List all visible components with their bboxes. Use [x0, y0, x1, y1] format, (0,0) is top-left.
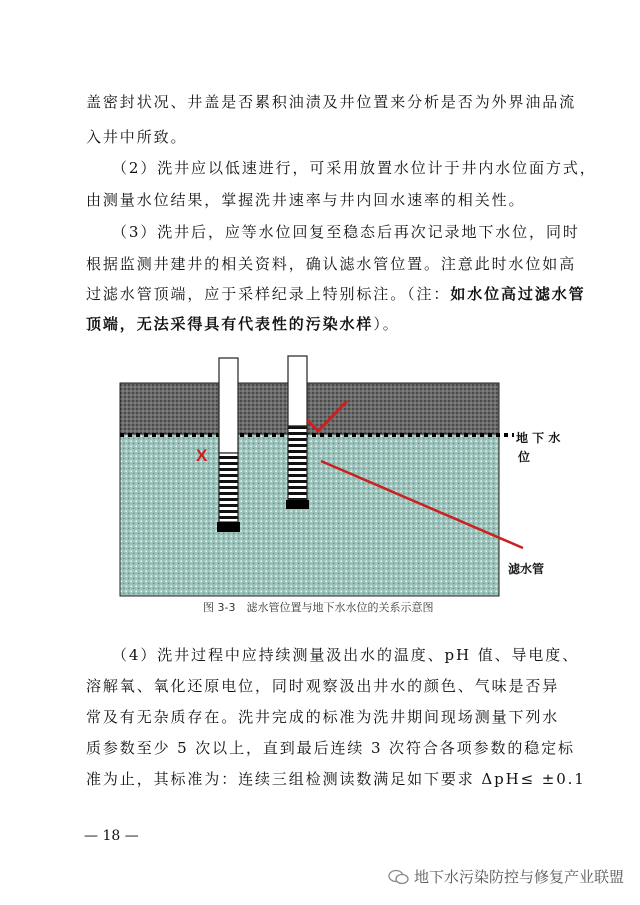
well-2-casing	[288, 356, 307, 426]
paragraph-3-line-4-bold: 顶端，无法采得具有代表性的污染水样	[86, 315, 374, 333]
wrong-mark-icon: X	[196, 446, 208, 465]
paragraph-4-line-3: 常及有无杂质存在。洗井完成的标准为洗井期间现场测量下列水	[86, 708, 560, 726]
watermark-text: 地下水污染防控与修复产业联盟	[413, 868, 624, 886]
groundwater-layer	[120, 434, 499, 596]
water-table-label-line-2: 位	[518, 450, 531, 464]
well-1-screen	[219, 453, 238, 522]
wechat-icon	[388, 869, 410, 885]
paragraph-3-line-1: （3）洗井后，应等水位回复至稳态后再次记录地下水位，同时	[112, 223, 580, 241]
paragraph-3-line-3-normal: 过滤水管顶端，应于采样纪录上特别标注。（注：	[86, 285, 451, 303]
well-1-bottom-cap	[217, 522, 240, 532]
paragraph-2-line-2: 由测量水位结果，掌握洗井速率与井内回水速率的相关性。	[86, 191, 526, 209]
paragraph-4-line-1: （4）洗井过程中应持续测量汲出水的温度、pH 值、导电度、	[112, 646, 580, 664]
watermark	[388, 866, 624, 887]
soil-layer	[120, 383, 499, 434]
paragraph-4-line-4: 质参数至少 5 次以上，直到最后连续 3 次符合各项参数的稳定标	[86, 739, 575, 757]
paragraph-1-line-1: 盖密封状况、井盖是否累积油渍及井位置来分析是否为外界油品流	[86, 93, 577, 111]
figure-caption: 图 3-3 滤水管位置与地下水水位的关系示意图	[203, 601, 434, 614]
paragraph-2-line-1: （2）洗井应以低速进行，可采用放置水位计于井内水位面方式，	[112, 159, 597, 177]
page-number: — 18 —	[84, 828, 139, 844]
paragraph-3-line-2: 根据监测井建井的相关资料，确认滤水管位置。注意此时水位如高	[86, 255, 577, 273]
screen-label: 滤水管	[508, 562, 545, 576]
well-1-casing	[219, 358, 238, 453]
paragraph-1-line-2: 入井中所致。	[86, 128, 188, 146]
paragraph-4-line-5: 准为止，其标准为：连续三组检测读数满足如下要求 ΔpH≤ ±0.1	[86, 770, 586, 788]
paragraph-4-line-2: 溶解氧、氧化还原电位，同时观察汲出井水的颜色、气味是否异	[86, 677, 560, 695]
paragraph-3-line-4-end: ）。	[373, 315, 400, 333]
well-2-bottom-cap	[286, 500, 309, 509]
well-2-screen	[288, 426, 307, 500]
paragraph-3-line-3-bold: 如水位高过滤水管	[450, 285, 586, 303]
water-table-label-line-1: 地 下 水	[516, 431, 561, 445]
